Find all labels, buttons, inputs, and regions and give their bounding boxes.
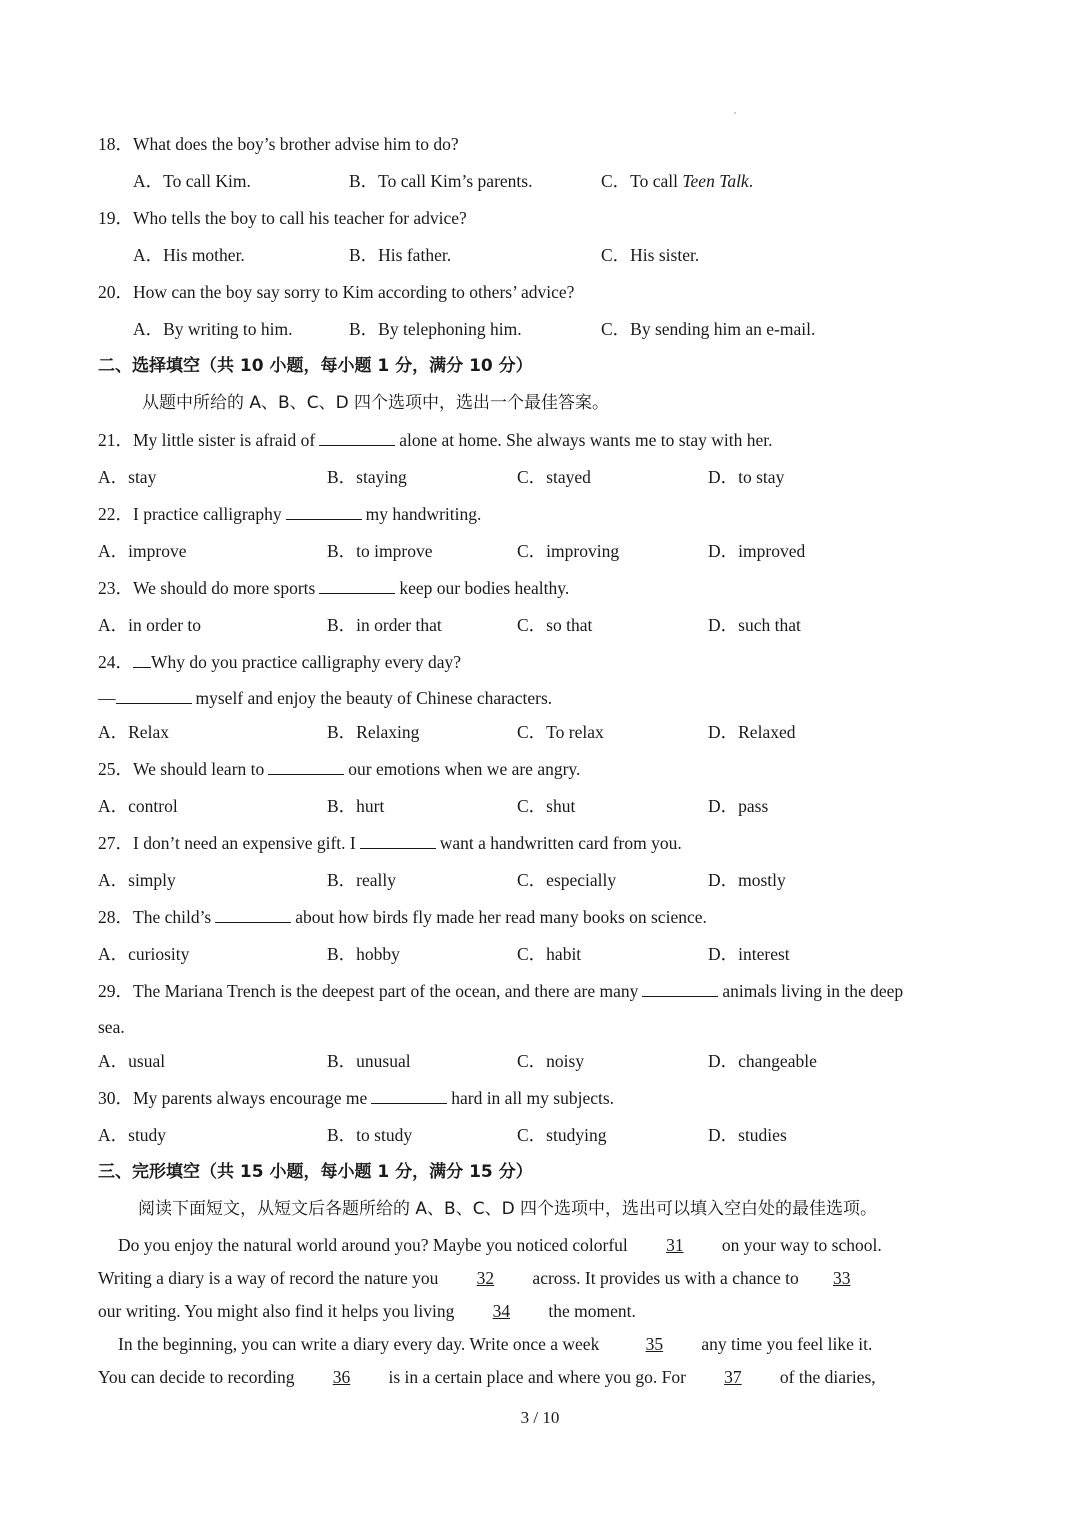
question-20-options [0,315,1080,343]
option-b: B．really [327,870,397,890]
question-24: 24． Why do you practice calligraphy every day? [98,652,462,672]
passage-line-3: our writing. You might also find it helps you living 34 the moment. [98,1297,1080,1325]
option-c: C．stayed [517,467,591,487]
passage-line-4: In the beginning, you can write a diary every day. Write once a week 35 any time you feel like it. [118,1330,1080,1358]
question-23: 23．We should do more sports keep our bodies healthy. [98,574,1080,602]
section-2-title: 二、选择填空（共 10 小题，每小题 1 分，满分 10 分） [98,356,533,376]
answer-blank [319,575,395,594]
answer-blank [116,685,192,704]
question-30-options [0,1121,1080,1149]
question-25: 25．We should learn to our emotions when we are angry. [98,755,1080,783]
option-d: D．studies [708,1125,787,1145]
option-a: A．control [98,796,178,816]
cloze-blank-31: 31 [666,1235,684,1255]
question-22: 22．I practice calligraphy my handwriting. [98,500,1080,528]
option-d: D．pass [708,796,769,816]
question-28: 28．The child’s about how birds fly made her read many books on science. [98,903,1080,931]
option-c: C．By sending him an e-mail. [601,319,816,339]
cloze-blank-35: 35 [645,1334,664,1354]
passage-line-5: You can decide to recording 36 is in a certain place and where you go. For 37 of the diaries, [98,1363,1080,1391]
question-30: 30．My parents always encourage me hard in all my subjects. [98,1084,1080,1112]
question-27: 27．I don’t need an expensive gift. I want a handwritten card from you. [98,829,1080,857]
option-b: B．in order that [327,615,442,635]
option-c: C．studying [517,1125,607,1145]
answer-blank [319,427,395,446]
option-b: B．to improve [327,541,433,561]
option-a: A．in order to [98,615,202,635]
section-3-title: 三、完形填空（共 15 小题，每小题 1 分，满分 15 分） [98,1162,533,1182]
option-b: B．hobby [327,944,400,964]
option-b: B．To call Kim’s parents. [349,171,533,191]
option-c: C．To call Teen Talk. [601,171,754,191]
answer-blank [642,978,718,997]
question-21: 21．My little sister is afraid of alone at home. She always wants me to stay with her. [98,426,1080,454]
question-18-options [0,167,1080,195]
option-d: D．changeable [708,1051,817,1071]
option-c: C．improving [517,541,620,561]
question-23-options [0,611,1080,639]
option-a: A．To call Kim. [133,171,251,191]
option-d: D．to stay [708,467,785,487]
option-d: D．improved [708,541,806,561]
question-19-stem: 19．Who tells the boy to call his teacher for advice? [98,208,467,228]
option-b: B．staying [327,467,407,487]
option-a: A．improve [98,541,187,561]
question-19 [98,204,1080,232]
option-a: A．curiosity [98,944,190,964]
option-d: D．such that [708,615,801,635]
question-18-stem: 18．What does the boy’s brother advise him to do? [98,134,459,154]
answer-blank [286,501,362,520]
option-d: D．mostly [708,870,786,890]
option-b: B．hurt [327,796,385,816]
option-d: D．Relaxed [708,722,796,742]
option-a: A．Relax [98,722,169,742]
question-29-options [0,1047,1080,1075]
cloze-blank-33: 33 [832,1268,851,1288]
dialogue-dash [133,653,151,668]
option-b: B．Relaxing [327,722,420,742]
answer-blank [268,756,344,775]
question-28-options [0,940,1080,968]
option-a: A．By writing to him. [133,319,293,339]
passage-line-2: Writing a diary is a way of record the nature you 32 across. It provides us with a chance to 33 [98,1264,1080,1292]
question-24-answer-line: — myself and enjoy the beauty of Chinese characters. [98,684,1080,712]
answer-blank [215,904,291,923]
section-2-instruction: 从题中所给的 A、B、C、D 四个选项中，选出一个最佳答案。 [142,393,610,413]
option-b: B．to study [327,1125,413,1145]
cloze-blank-34: 34 [492,1301,511,1321]
question-20-stem: 20．How can the boy say sorry to Kim according to others’ advice? [98,282,575,302]
question-29: 29．The Mariana Trench is the deepest part of the ocean, and there are many animals living in the deep [98,977,1080,1005]
question-25-options [0,792,1080,820]
option-c: C．habit [517,944,582,964]
option-d: D．interest [708,944,790,964]
teen-talk-title: Teen Talk [682,171,749,191]
page-number: 3 / 10 [520,1408,560,1427]
cloze-blank-36: 36 [332,1367,351,1387]
option-c: C．especially [517,870,617,890]
scan-speck [734,112,736,114]
option-c: C．To relax [517,722,604,742]
answer-blank [371,1085,447,1104]
option-a: A．usual [98,1051,166,1071]
option-b: B．His father. [349,245,452,265]
cloze-blank-32: 32 [476,1268,495,1288]
option-a: A．His mother. [133,245,245,265]
question-18 [98,130,1080,158]
cloze-blank-37: 37 [724,1367,742,1387]
question-19-options [0,241,1080,269]
option-b: B．By telephoning him. [349,319,522,339]
passage-line-1: Do you enjoy the natural world around you? Maybe you noticed colorful 31 on your way to school. [118,1231,1080,1259]
answer-blank [360,830,436,849]
question-27-options [0,866,1080,894]
question-20 [98,278,1080,306]
option-c: C．His sister. [601,245,700,265]
option-a: A．simply [98,870,176,890]
question-24-options [0,718,1080,746]
option-b: B．unusual [327,1051,411,1071]
option-a: A．stay [98,467,157,487]
question-22-options [0,537,1080,565]
option-a: A．study [98,1125,167,1145]
option-c: C．shut [517,796,576,816]
question-21-options [0,463,1080,491]
question-29-continuation: sea. [98,1017,125,1037]
section-3-instruction: 阅读下面短文，从短文后各题所给的 A、B、C、D 四个选项中，选出可以填入空白处的最佳选项。 [138,1199,878,1219]
option-c: C．noisy [517,1051,585,1071]
option-c: C．so that [517,615,593,635]
